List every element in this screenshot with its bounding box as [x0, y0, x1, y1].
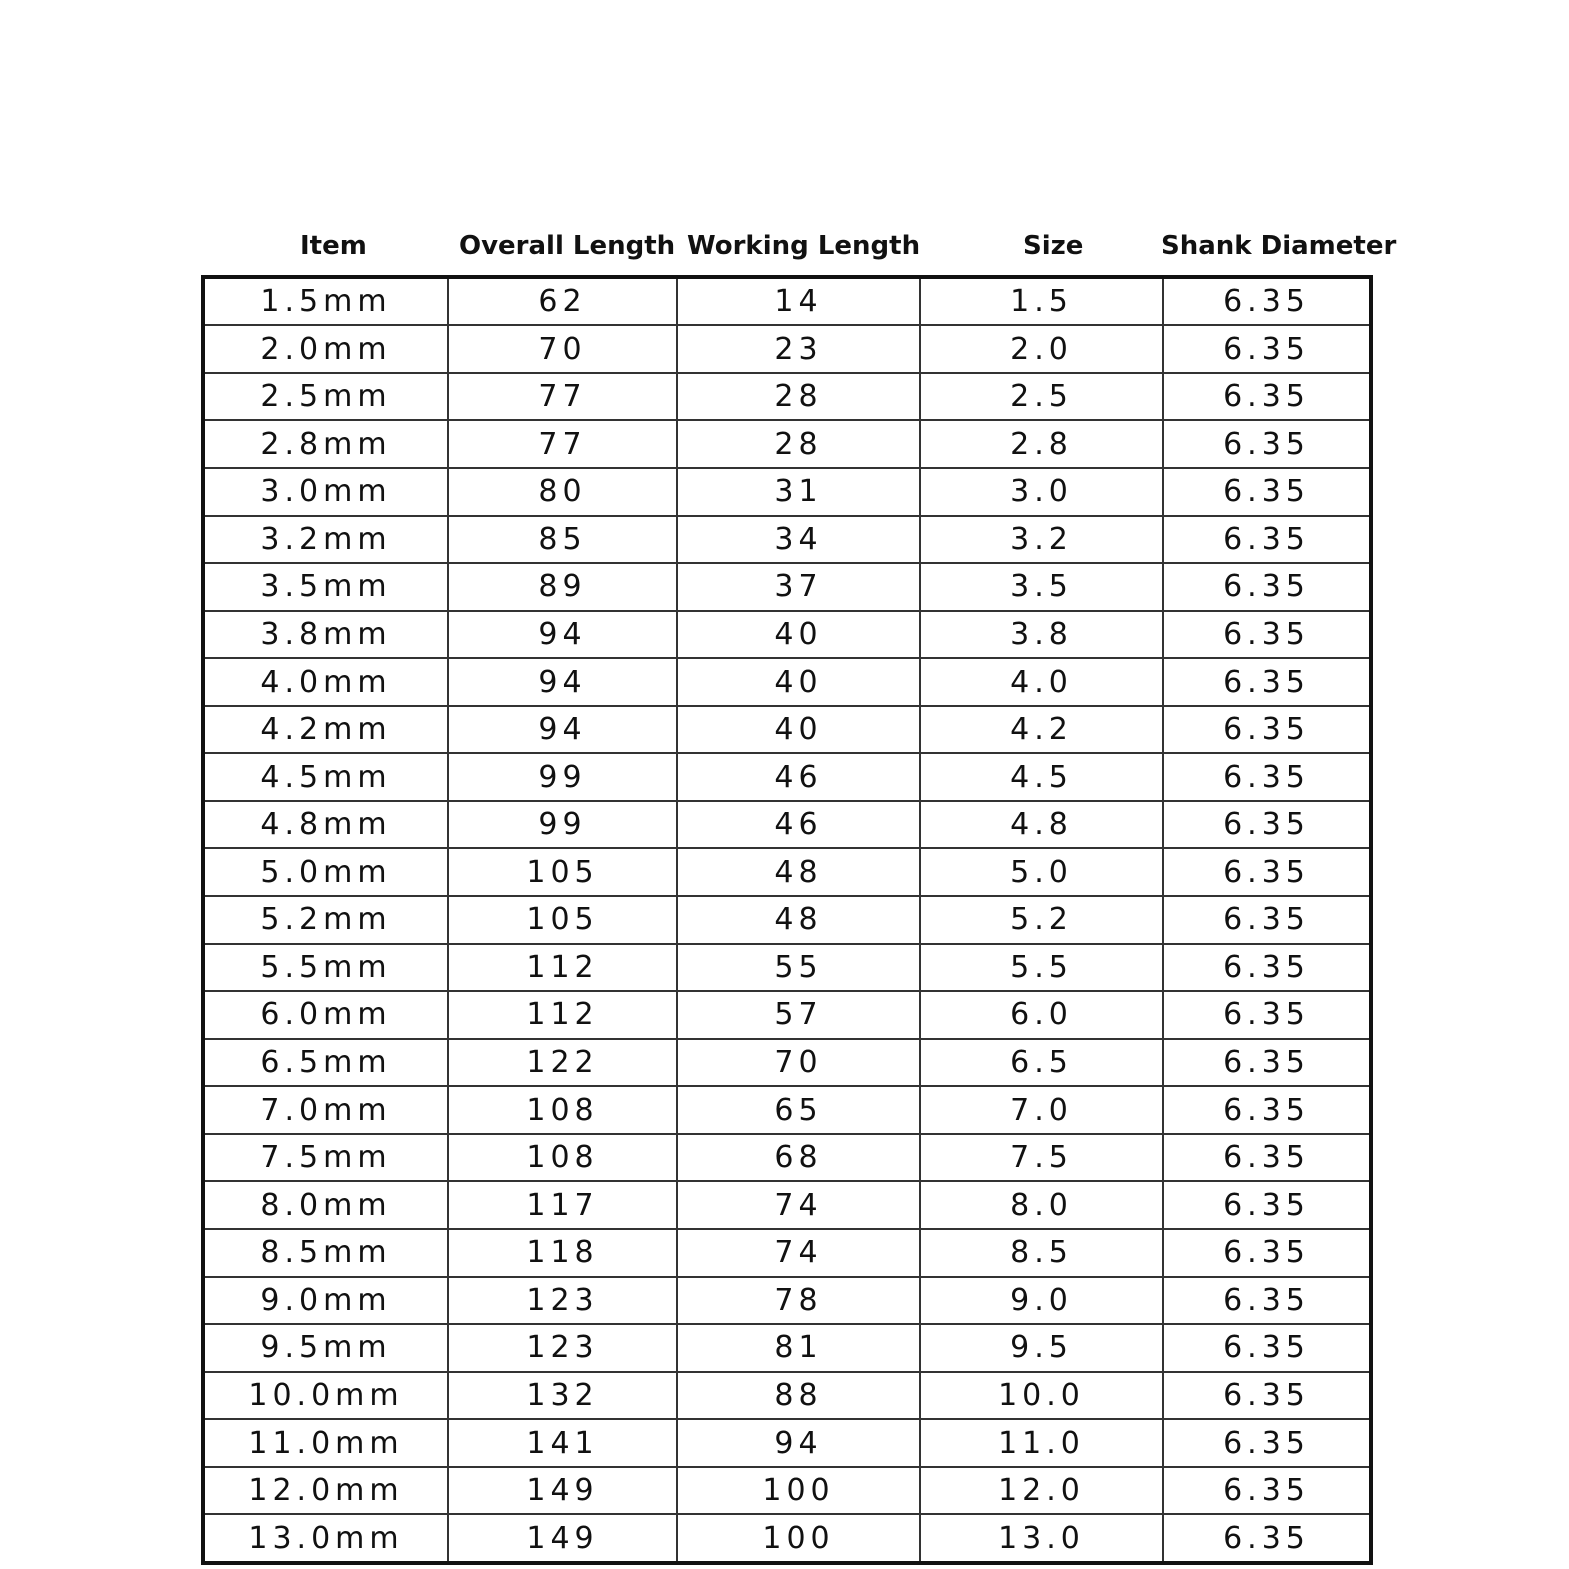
- cell-overall-length: 70: [448, 325, 677, 373]
- cell-shank-diameter: 6.35: [1163, 1419, 1369, 1467]
- cell-size: 9.5: [920, 1324, 1163, 1372]
- cell-item: 3.8mm: [205, 611, 448, 659]
- cell-item: 2.5mm: [205, 373, 448, 421]
- cell-working-length: 100: [677, 1467, 920, 1515]
- cell-shank-diameter: 6.35: [1163, 801, 1369, 849]
- cell-working-length: 55: [677, 944, 920, 992]
- cell-working-length: 14: [677, 279, 920, 325]
- cell-working-length: 40: [677, 658, 920, 706]
- table-row: [205, 1086, 1369, 1134]
- cell-overall-length: 118: [448, 1229, 677, 1277]
- cell-overall-length: 105: [448, 896, 677, 944]
- cell-size: 12.0: [920, 1467, 1163, 1515]
- cell-size: 5.2: [920, 896, 1163, 944]
- table-row: [205, 1372, 1369, 1420]
- cell-size: 4.2: [920, 706, 1163, 754]
- cell-item: 5.2mm: [205, 896, 448, 944]
- cell-item: 4.2mm: [205, 706, 448, 754]
- cell-shank-diameter: 6.35: [1163, 706, 1369, 754]
- cell-size: 4.5: [920, 753, 1163, 801]
- cell-overall-length: 94: [448, 706, 677, 754]
- cell-shank-diameter: 6.35: [1163, 1134, 1369, 1182]
- cell-shank-diameter: 6.35: [1163, 563, 1369, 611]
- table-row: [205, 753, 1369, 801]
- cell-working-length: 37: [677, 563, 920, 611]
- cell-size: 10.0: [920, 1372, 1163, 1420]
- cell-overall-length: 108: [448, 1086, 677, 1134]
- table-row: [205, 373, 1369, 421]
- cell-overall-length: 89: [448, 563, 677, 611]
- cell-shank-diameter: 6.35: [1163, 753, 1369, 801]
- cell-item: 3.5mm: [205, 563, 448, 611]
- cell-working-length: 68: [677, 1134, 920, 1182]
- cell-working-length: 28: [677, 373, 920, 421]
- cell-size: 3.5: [920, 563, 1163, 611]
- table-row: [205, 896, 1369, 944]
- table-row: [205, 1467, 1369, 1515]
- cell-size: 5.0: [920, 848, 1163, 896]
- cell-working-length: 28: [677, 420, 920, 468]
- cell-working-length: 94: [677, 1419, 920, 1467]
- table-header: [203, 226, 1397, 266]
- cell-shank-diameter: 6.35: [1163, 1514, 1369, 1561]
- cell-overall-length: 85: [448, 516, 677, 564]
- cell-shank-diameter: 6.35: [1163, 373, 1369, 421]
- table-row: [205, 563, 1369, 611]
- table-row: [205, 1181, 1369, 1229]
- cell-shank-diameter: 6.35: [1163, 658, 1369, 706]
- cell-shank-diameter: 6.35: [1163, 1372, 1369, 1420]
- cell-working-length: 88: [677, 1372, 920, 1420]
- cell-shank-diameter: 6.35: [1163, 1086, 1369, 1134]
- cell-working-length: 57: [677, 991, 920, 1039]
- table-row: [205, 1134, 1369, 1182]
- cell-item: 2.0mm: [205, 325, 448, 373]
- cell-working-length: 74: [677, 1229, 920, 1277]
- cell-overall-length: 117: [448, 1181, 677, 1229]
- header-working-length: Working Length: [687, 231, 921, 261]
- cell-item: 10.0mm: [205, 1372, 448, 1420]
- cell-overall-length: 99: [448, 753, 677, 801]
- table-row: [205, 801, 1369, 849]
- cell-item: 7.5mm: [205, 1134, 448, 1182]
- cell-working-length: 78: [677, 1277, 920, 1325]
- cell-shank-diameter: 6.35: [1163, 896, 1369, 944]
- cell-item: 6.0mm: [205, 991, 448, 1039]
- cell-working-length: 46: [677, 753, 920, 801]
- cell-item: 4.5mm: [205, 753, 448, 801]
- header-item: Item: [300, 231, 367, 261]
- cell-item: 11.0mm: [205, 1419, 448, 1467]
- table-row: [205, 516, 1369, 564]
- cell-shank-diameter: 6.35: [1163, 1277, 1369, 1325]
- cell-working-length: 65: [677, 1086, 920, 1134]
- cell-item: 8.5mm: [205, 1229, 448, 1277]
- cell-working-length: 48: [677, 896, 920, 944]
- cell-overall-length: 141: [448, 1419, 677, 1467]
- cell-size: 6.0: [920, 991, 1163, 1039]
- cell-size: 2.5: [920, 373, 1163, 421]
- cell-shank-diameter: 6.35: [1163, 279, 1369, 325]
- cell-overall-length: 62: [448, 279, 677, 325]
- cell-item: 7.0mm: [205, 1086, 448, 1134]
- table-row: [205, 848, 1369, 896]
- table-row: [205, 1039, 1369, 1087]
- cell-working-length: 40: [677, 611, 920, 659]
- table-row: [205, 1277, 1369, 1325]
- cell-overall-length: 94: [448, 658, 677, 706]
- cell-size: 8.0: [920, 1181, 1163, 1229]
- table-row: [205, 325, 1369, 373]
- cell-overall-length: 94: [448, 611, 677, 659]
- cell-shank-diameter: 6.35: [1163, 468, 1369, 516]
- cell-shank-diameter: 6.35: [1163, 1229, 1369, 1277]
- cell-item: 6.5mm: [205, 1039, 448, 1087]
- cell-size: 6.5: [920, 1039, 1163, 1087]
- cell-item: 4.8mm: [205, 801, 448, 849]
- cell-shank-diameter: 6.35: [1163, 944, 1369, 992]
- table-row: [205, 944, 1369, 992]
- cell-shank-diameter: 6.35: [1163, 848, 1369, 896]
- table-row: [205, 991, 1369, 1039]
- cell-overall-length: 122: [448, 1039, 677, 1087]
- table-row: [205, 1514, 1369, 1561]
- cell-shank-diameter: 6.35: [1163, 516, 1369, 564]
- table-row: [205, 706, 1369, 754]
- cell-item: 3.2mm: [205, 516, 448, 564]
- cell-item: 8.0mm: [205, 1181, 448, 1229]
- cell-shank-diameter: 6.35: [1163, 611, 1369, 659]
- cell-size: 2.0: [920, 325, 1163, 373]
- table-row: [205, 658, 1369, 706]
- cell-overall-length: 123: [448, 1277, 677, 1325]
- cell-item: 2.8mm: [205, 420, 448, 468]
- cell-item: 3.0mm: [205, 468, 448, 516]
- cell-overall-length: 149: [448, 1467, 677, 1515]
- cell-item: 5.0mm: [205, 848, 448, 896]
- cell-size: 7.0: [920, 1086, 1163, 1134]
- table-row: [205, 468, 1369, 516]
- cell-working-length: 40: [677, 706, 920, 754]
- cell-overall-length: 105: [448, 848, 677, 896]
- spec-table-body: [205, 279, 1369, 1561]
- cell-working-length: 100: [677, 1514, 920, 1561]
- cell-working-length: 81: [677, 1324, 920, 1372]
- cell-item: 12.0mm: [205, 1467, 448, 1515]
- header-size: Size: [1023, 231, 1084, 261]
- cell-overall-length: 80: [448, 468, 677, 516]
- header-overall-length: Overall Length: [459, 231, 676, 261]
- cell-item: 9.0mm: [205, 1277, 448, 1325]
- cell-shank-diameter: 6.35: [1163, 1467, 1369, 1515]
- table-row: [205, 1419, 1369, 1467]
- cell-working-length: 23: [677, 325, 920, 373]
- cell-overall-length: 77: [448, 420, 677, 468]
- cell-item: 1.5mm: [205, 279, 448, 325]
- cell-item: 4.0mm: [205, 658, 448, 706]
- cell-item: 5.5mm: [205, 944, 448, 992]
- table-row: [205, 1324, 1369, 1372]
- cell-shank-diameter: 6.35: [1163, 1039, 1369, 1087]
- spec-table-frame: [201, 275, 1373, 1565]
- cell-size: 4.8: [920, 801, 1163, 849]
- cell-size: 13.0: [920, 1514, 1163, 1561]
- cell-item: 9.5mm: [205, 1324, 448, 1372]
- cell-size: 5.5: [920, 944, 1163, 992]
- cell-size: 8.5: [920, 1229, 1163, 1277]
- cell-working-length: 34: [677, 516, 920, 564]
- table-row: [205, 420, 1369, 468]
- cell-size: 3.8: [920, 611, 1163, 659]
- cell-overall-length: 112: [448, 944, 677, 992]
- cell-overall-length: 132: [448, 1372, 677, 1420]
- cell-size: 2.8: [920, 420, 1163, 468]
- table-row: [205, 1229, 1369, 1277]
- table-row: [205, 611, 1369, 659]
- cell-overall-length: 112: [448, 991, 677, 1039]
- cell-size: 4.0: [920, 658, 1163, 706]
- cell-size: 9.0: [920, 1277, 1163, 1325]
- spec-table: [205, 279, 1369, 1561]
- cell-working-length: 31: [677, 468, 920, 516]
- cell-shank-diameter: 6.35: [1163, 1181, 1369, 1229]
- cell-working-length: 46: [677, 801, 920, 849]
- cell-size: 1.5: [920, 279, 1163, 325]
- cell-size: 3.2: [920, 516, 1163, 564]
- cell-working-length: 48: [677, 848, 920, 896]
- cell-shank-diameter: 6.35: [1163, 991, 1369, 1039]
- cell-size: 3.0: [920, 468, 1163, 516]
- header-shank-diameter: Shank Diameter: [1161, 231, 1397, 261]
- cell-overall-length: 108: [448, 1134, 677, 1182]
- table-row: [205, 279, 1369, 325]
- cell-shank-diameter: 6.35: [1163, 420, 1369, 468]
- cell-overall-length: 123: [448, 1324, 677, 1372]
- cell-size: 11.0: [920, 1419, 1163, 1467]
- cell-working-length: 74: [677, 1181, 920, 1229]
- cell-shank-diameter: 6.35: [1163, 325, 1369, 373]
- cell-overall-length: 99: [448, 801, 677, 849]
- cell-shank-diameter: 6.35: [1163, 1324, 1369, 1372]
- cell-overall-length: 149: [448, 1514, 677, 1561]
- cell-overall-length: 77: [448, 373, 677, 421]
- cell-item: 13.0mm: [248, 1520, 404, 1556]
- cell-working-length: 70: [677, 1039, 920, 1087]
- cell-size: 7.5: [920, 1134, 1163, 1182]
